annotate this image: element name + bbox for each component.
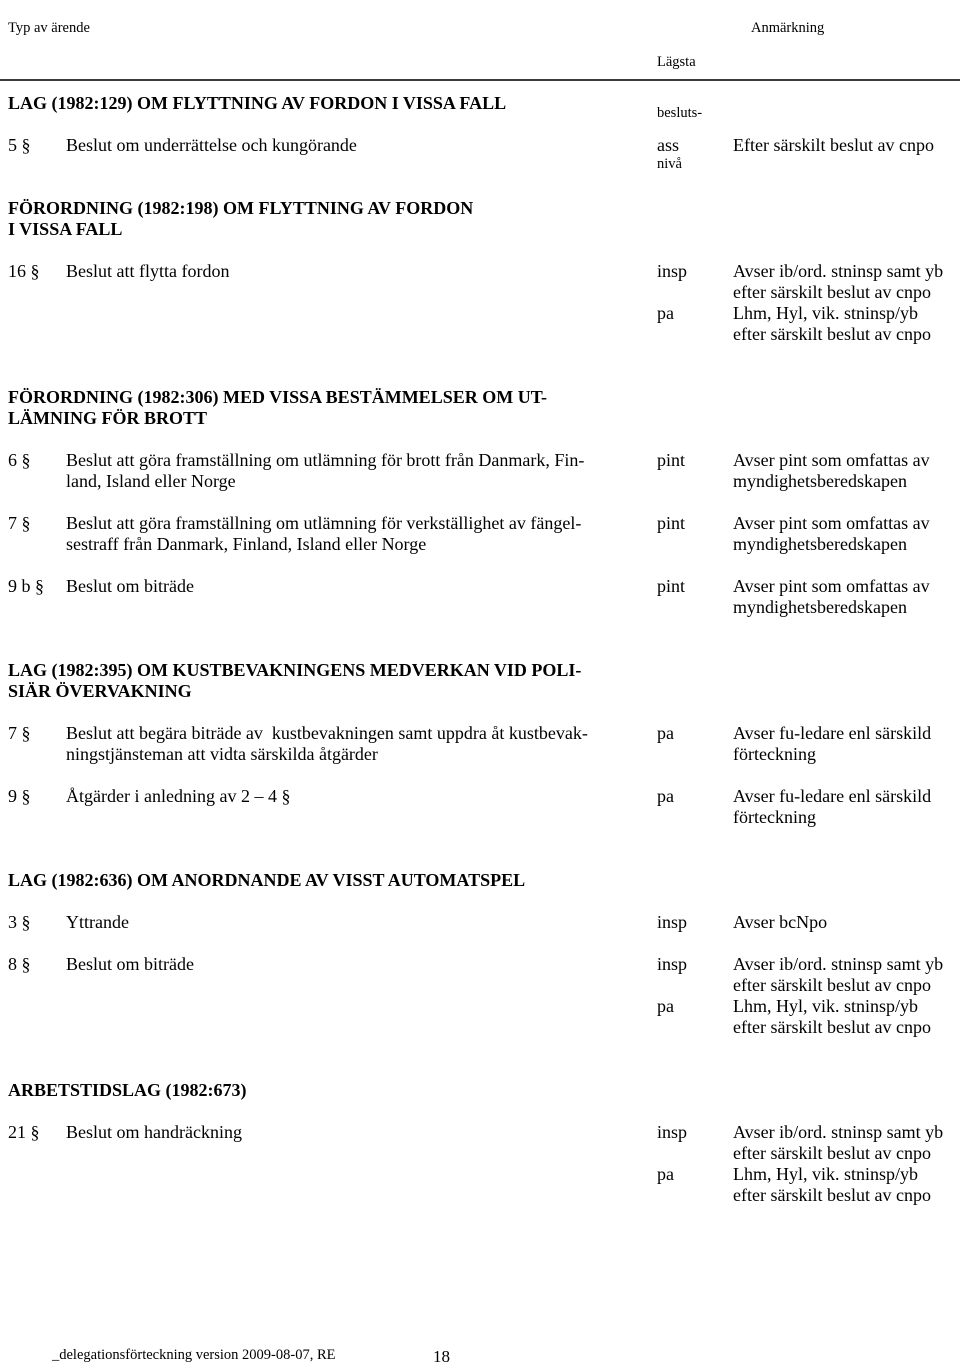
- row-description: [66, 576, 657, 618]
- table-row: [0, 723, 960, 765]
- section-title-line: LAG (1982:129) OM FLYTTNING AV FORDON I VISSA FALL: [8, 93, 507, 113]
- section-title-line: FÖRORDNING (1982:198) OM FLYTTNING AV FORDON: [8, 198, 474, 218]
- row-entries: [657, 954, 960, 1038]
- row-entries: [657, 576, 960, 618]
- table-row: [0, 954, 960, 1038]
- decision-level: ass: [657, 135, 679, 155]
- remark: [733, 786, 960, 828]
- decision-level: pint: [657, 576, 686, 596]
- row-entries: [657, 261, 960, 345]
- row-description-line: Beslut om underrättelse och kungörande: [66, 135, 357, 155]
- remark-line: myndighetsberedskapen: [733, 534, 907, 554]
- decision-level: insp: [657, 1122, 688, 1142]
- remark-line: efter särskilt beslut av cnpo: [733, 975, 931, 995]
- decision-entry: [657, 786, 960, 828]
- decision-level: pa: [657, 786, 674, 806]
- header-level-line: Lägsta: [657, 54, 696, 70]
- remark-line: efter särskilt beslut av cnpo: [733, 324, 931, 344]
- row-description: [66, 1122, 657, 1206]
- row-description-line: Beslut att göra framställning om utlämning för verkställighet av fängel-: [66, 513, 582, 533]
- row-paragraph: 9 b §: [8, 576, 44, 596]
- decision-entry: [657, 1122, 960, 1164]
- row-description-line: Beslut att göra framställning om utlämning för brott från Danmark, Fin-: [66, 450, 585, 470]
- row-entries: [657, 513, 960, 555]
- row-description-line: Beslut att begära biträde av kustbevakningen samt uppdra åt kustbevak-: [66, 723, 588, 743]
- row-description: [66, 513, 657, 555]
- section: [0, 660, 960, 828]
- remark: [733, 303, 960, 345]
- row-paragraph: 3 §: [8, 912, 31, 932]
- remark: [733, 513, 960, 555]
- remark-line: Avser pint som omfattas av: [733, 450, 930, 470]
- remark-line: Avser ib/ord. stninsp samt yb: [733, 1122, 944, 1142]
- section-title-line: SIÄR ÖVERVAKNING: [8, 681, 192, 701]
- remark: [733, 1164, 960, 1206]
- remark: [733, 954, 960, 996]
- remark-line: Avser ib/ord. stninsp samt yb: [733, 261, 944, 281]
- footer-document-name: _delegationsförteckning version 2009-08-07, RE: [52, 1347, 336, 1363]
- table-row: [0, 450, 960, 492]
- row-paragraph: 5 §: [8, 135, 31, 155]
- remark-line: efter särskilt beslut av cnpo: [733, 1185, 931, 1205]
- decision-entry: [657, 954, 960, 996]
- header-level-line: nivå: [657, 156, 682, 172]
- remark-line: förteckning: [733, 744, 816, 764]
- decision-level: insp: [657, 912, 688, 932]
- section: [0, 1080, 960, 1206]
- remark: [733, 996, 960, 1038]
- section-title-line: FÖRORDNING (1982:306) MED VISSA BESTÄMMELSER OM UT-: [8, 387, 548, 407]
- remark: [733, 912, 960, 933]
- table-row: [0, 261, 960, 345]
- remark-line: efter särskilt beslut av cnpo: [733, 282, 931, 302]
- decision-level: pint: [657, 513, 686, 533]
- row-description: [66, 450, 657, 492]
- section: [0, 387, 960, 618]
- remark-line: myndighetsberedskapen: [733, 597, 907, 617]
- row-description: [66, 135, 657, 156]
- row-description: [66, 954, 657, 1038]
- section-title-line: ARBETSTIDSLAG (1982:673): [8, 1080, 247, 1100]
- header-rule: [0, 79, 960, 81]
- remark-line: efter särskilt beslut av cnpo: [733, 1017, 931, 1037]
- decision-entry: [657, 450, 960, 492]
- remark-line: Avser fu-ledare enl särskild: [733, 786, 932, 806]
- decision-level: pa: [657, 996, 674, 1016]
- remark-line: Efter särskilt beslut av cnpo: [733, 135, 934, 155]
- section-title-line: LÄMNING FÖR BROTT: [8, 408, 208, 428]
- decision-level: insp: [657, 954, 688, 974]
- remark-line: Avser fu-ledare enl särskild: [733, 723, 932, 743]
- remark-line: Avser ib/ord. stninsp samt yb: [733, 954, 944, 974]
- row-paragraph: 7 §: [8, 723, 31, 743]
- row-entries: [657, 135, 960, 156]
- row-description-line: Beslut att flytta fordon: [66, 261, 230, 281]
- remark-line: Lhm, Hyl, vik. stninsp/yb: [733, 996, 919, 1016]
- remark-line: efter särskilt beslut av cnpo: [733, 1143, 931, 1163]
- table-row: [0, 135, 960, 156]
- row-description: [66, 723, 657, 765]
- section-title: [0, 198, 960, 240]
- table-row: [0, 1122, 960, 1206]
- section-title: [0, 660, 960, 702]
- decision-level: pa: [657, 1164, 674, 1184]
- row-description: [66, 261, 657, 345]
- row-description: [66, 786, 657, 828]
- row-description-line: Beslut om handräckning: [66, 1122, 242, 1142]
- remark-line: förteckning: [733, 807, 816, 827]
- row-entries: [657, 450, 960, 492]
- remark-line: Avser pint som omfattas av: [733, 576, 930, 596]
- row-entries: [657, 786, 960, 828]
- remark: [733, 723, 960, 765]
- section-title: [0, 1080, 960, 1101]
- row-paragraph: 16 §: [8, 261, 40, 281]
- row-entries: [657, 912, 960, 933]
- document-body: [0, 93, 960, 1206]
- row-description-line: Yttrande: [66, 912, 129, 932]
- row-entries: [657, 1122, 960, 1206]
- section-title-line: LAG (1982:395) OM KUSTBEVAKNINGENS MEDVERKAN VID POLI-: [8, 660, 582, 680]
- row-description-line: Beslut om biträde: [66, 576, 194, 596]
- decision-entry: [657, 135, 960, 156]
- decision-level: pint: [657, 450, 686, 470]
- section-title: [0, 870, 960, 891]
- decision-level: insp: [657, 261, 688, 281]
- row-paragraph: 8 §: [8, 954, 31, 974]
- header-level-line: besluts-: [657, 105, 703, 121]
- decision-entry: [657, 996, 960, 1038]
- footer-page-number: 18: [433, 1347, 450, 1366]
- section-title: [0, 93, 960, 114]
- table-row: [0, 576, 960, 618]
- table-row: [0, 513, 960, 555]
- section: [0, 198, 960, 345]
- decision-entry: [657, 576, 960, 618]
- decision-level: pa: [657, 723, 674, 743]
- decision-entry: [657, 1164, 960, 1206]
- decision-entry: [657, 261, 960, 303]
- section: [0, 870, 960, 1038]
- section-title-line: I VISSA FALL: [8, 219, 123, 239]
- row-description-line: sestraff från Danmark, Finland, Island eller Norge: [66, 534, 427, 554]
- header-remark-label: Anmärkning: [751, 20, 825, 36]
- decision-entry: [657, 303, 960, 345]
- remark: [733, 450, 960, 492]
- remark-line: Avser bcNpo: [733, 912, 828, 932]
- row-paragraph: 9 §: [8, 786, 31, 806]
- row-description-line: Åtgärder i anledning av 2 – 4 §: [66, 786, 291, 806]
- section-title-line: LAG (1982:636) OM ANORDNANDE AV VISST AUTOMATSPEL: [8, 870, 526, 890]
- decision-entry: [657, 723, 960, 765]
- remark-line: Avser pint som omfattas av: [733, 513, 930, 533]
- remark: [733, 135, 960, 156]
- row-paragraph: 7 §: [8, 513, 31, 533]
- remark-line: Lhm, Hyl, vik. stninsp/yb: [733, 303, 919, 323]
- remark-line: Lhm, Hyl, vik. stninsp/yb: [733, 1164, 919, 1184]
- row-paragraph: 21 §: [8, 1122, 40, 1142]
- row-description-line: Beslut om biträde: [66, 954, 194, 974]
- row-description: [66, 912, 657, 933]
- table-row: [0, 786, 960, 828]
- decision-entry: [657, 513, 960, 555]
- remark: [733, 1122, 960, 1164]
- section: [0, 93, 960, 156]
- remark: [733, 576, 960, 618]
- table-row: [0, 912, 960, 933]
- decision-level: pa: [657, 303, 674, 323]
- remark: [733, 261, 960, 303]
- decision-entry: [657, 912, 960, 933]
- row-entries: [657, 723, 960, 765]
- section-title: [0, 387, 960, 429]
- row-paragraph: 6 §: [8, 450, 31, 470]
- row-description-line: land, Island eller Norge: [66, 471, 236, 491]
- row-description-line: ningstjänsteman att vidta särskilda åtgärder: [66, 744, 378, 764]
- remark-line: myndighetsberedskapen: [733, 471, 907, 491]
- header-type-label: Typ av ärende: [8, 20, 90, 36]
